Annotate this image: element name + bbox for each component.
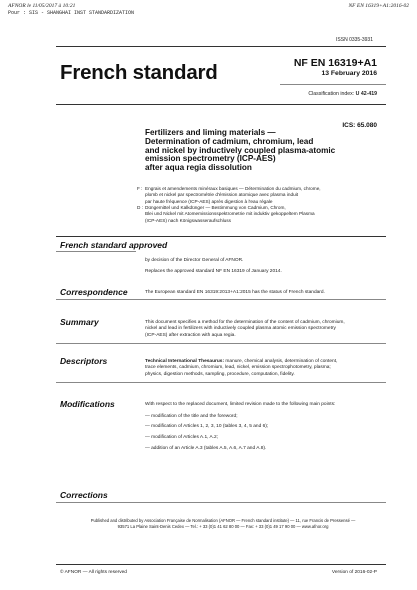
modification-item: — modification of Articles 1, 2, 3, 10 (tables 3, 4, 5 and 6); xyxy=(145,424,269,429)
standard-number: NF EN 16319+A1 xyxy=(293,57,377,69)
german-title xyxy=(137,205,387,225)
copyright: © AFNOR — All rights reserved xyxy=(60,570,127,575)
classification-value: U 42-419 xyxy=(355,91,377,97)
classification-index xyxy=(308,91,377,97)
title-line: emission spectrometry (ICP-AES) xyxy=(145,154,276,164)
approved-line: by decision of the Director General of AFNOR. xyxy=(145,258,244,263)
modifications-intro: With respect to the replaced document, limited revision made to the following main points: xyxy=(145,402,336,407)
german-title-line: Düngemittel und Kalkdünger — Bestimmung von Cadmium, Chrom, xyxy=(145,205,286,210)
approved-text xyxy=(145,258,387,276)
version: Version of 2016-02-P xyxy=(331,570,377,575)
approved-heading: French standard approved xyxy=(60,240,168,250)
summary-line: This document specifies a method for the determination of the content of cadmium, chromium, xyxy=(145,320,345,325)
summary-rule xyxy=(56,343,386,344)
descriptors-line: physics, digestion methods, sampling, procedure, computation, fidelity. xyxy=(145,371,295,377)
title-line: Fertilizers and liming materials — xyxy=(145,128,276,137)
french-title-line: plomb et nickel par spectrométrie d'émission atomique avec plasma induit xyxy=(145,192,299,198)
summary-line: (ICP-AES) after extraction with aqua regia. xyxy=(145,332,236,338)
correspondence-text: The European standard EN 16319:2013+A1:2015 has the status of French standard. xyxy=(145,290,325,295)
issn: ISSN 0335-3931 xyxy=(336,37,373,43)
correspondence-heading: Correspondence xyxy=(60,287,128,297)
french-title-line: par haute fréquence (ICP-AES) après digestion à l'eau régale xyxy=(145,198,273,204)
standard-date: 13 February 2016 xyxy=(321,70,377,77)
title-line: and nickel by inductively coupled plasma-atomic xyxy=(145,145,336,155)
publisher-line: 93571 La Plaine Saint-Denis Cedex — Tel.: + 33 (0)1 41 62 80 00 — Fax: + 33 (0)1 49 17 90 00 — www.afnor.org xyxy=(117,523,329,529)
french-title xyxy=(137,186,387,206)
publisher-info xyxy=(60,518,386,529)
descriptors-rule xyxy=(56,382,386,383)
language-tag: F : xyxy=(137,186,143,191)
modification-item: — modification of the title and the foreword; xyxy=(145,414,238,419)
summary-text xyxy=(145,320,387,339)
summary-heading: Summary xyxy=(60,317,99,327)
summary-line: nickel and lead in fertilizers with inductively coupled plasma atomic emission spectrometry xyxy=(145,326,336,332)
title-line: Determination of cadmium, chromium, lead xyxy=(145,136,314,146)
ics-code: ICS: 65.080 xyxy=(342,122,377,129)
german-title-line: (ICP-AES) nach Königswasseraufschluss xyxy=(145,217,231,223)
approved-line: Replaces the approved standard NF EN 16319 of January 2014. xyxy=(145,269,282,275)
classification-rule xyxy=(56,104,386,105)
footer-rule xyxy=(56,564,386,565)
language-tag: D : xyxy=(137,205,143,210)
corrections-heading: Corrections xyxy=(60,490,108,500)
title-line: after aqua regia dissolution xyxy=(145,163,252,173)
standard-title xyxy=(145,129,385,173)
document-type: French standard xyxy=(60,61,218,84)
corrections-rule xyxy=(56,502,386,503)
classification-label: Classification index: xyxy=(308,91,355,97)
descriptors-line: trace elements, cadmium, chromium, lead, nickel, emission spectrophotometry, plasma; xyxy=(145,365,331,371)
descriptors-heading: Descriptors xyxy=(60,356,108,366)
modification-item: — modification of Articles A.1, A.2; xyxy=(145,435,219,440)
modifications-heading: Modifications xyxy=(60,399,115,409)
thesaurus-label: Technical International Thesaurus: xyxy=(145,359,225,364)
modification-item: — addition of an Article A.3 (tables A.5, A.6, A.7 and A.8). xyxy=(145,446,267,451)
publisher-line: Published and distributed by Association Française de Normalisation (AFNOR — French standard institute) — 11, rue Francis de Pressensé — xyxy=(90,518,356,523)
correspondence-rule xyxy=(56,299,386,300)
header-standard-ref: NF EN 16319+A1:2016-02 xyxy=(348,3,409,9)
top-rule xyxy=(56,46,386,47)
approved-underline xyxy=(56,251,136,252)
date-rule xyxy=(280,84,386,85)
download-stamp-date: AFNOR le 11/05/2017 à 10:21 xyxy=(8,3,76,9)
french-title-line: Engrais et amendements minéraux basiques — Détermination du cadmium, chrome, xyxy=(145,186,321,191)
descriptors-line: manure, chemical analysis, determination of content, xyxy=(224,359,338,364)
descriptors-text xyxy=(145,359,387,378)
german-title-line: Blei und Nickel mit Atomemissionsspektrometrie mit induktiv gekoppeltem Plasma xyxy=(145,211,315,217)
download-stamp-recipient: Pour : SIS - SHANGHAI INST STANDARDIZATION xyxy=(8,10,135,16)
section-rule xyxy=(56,236,386,237)
